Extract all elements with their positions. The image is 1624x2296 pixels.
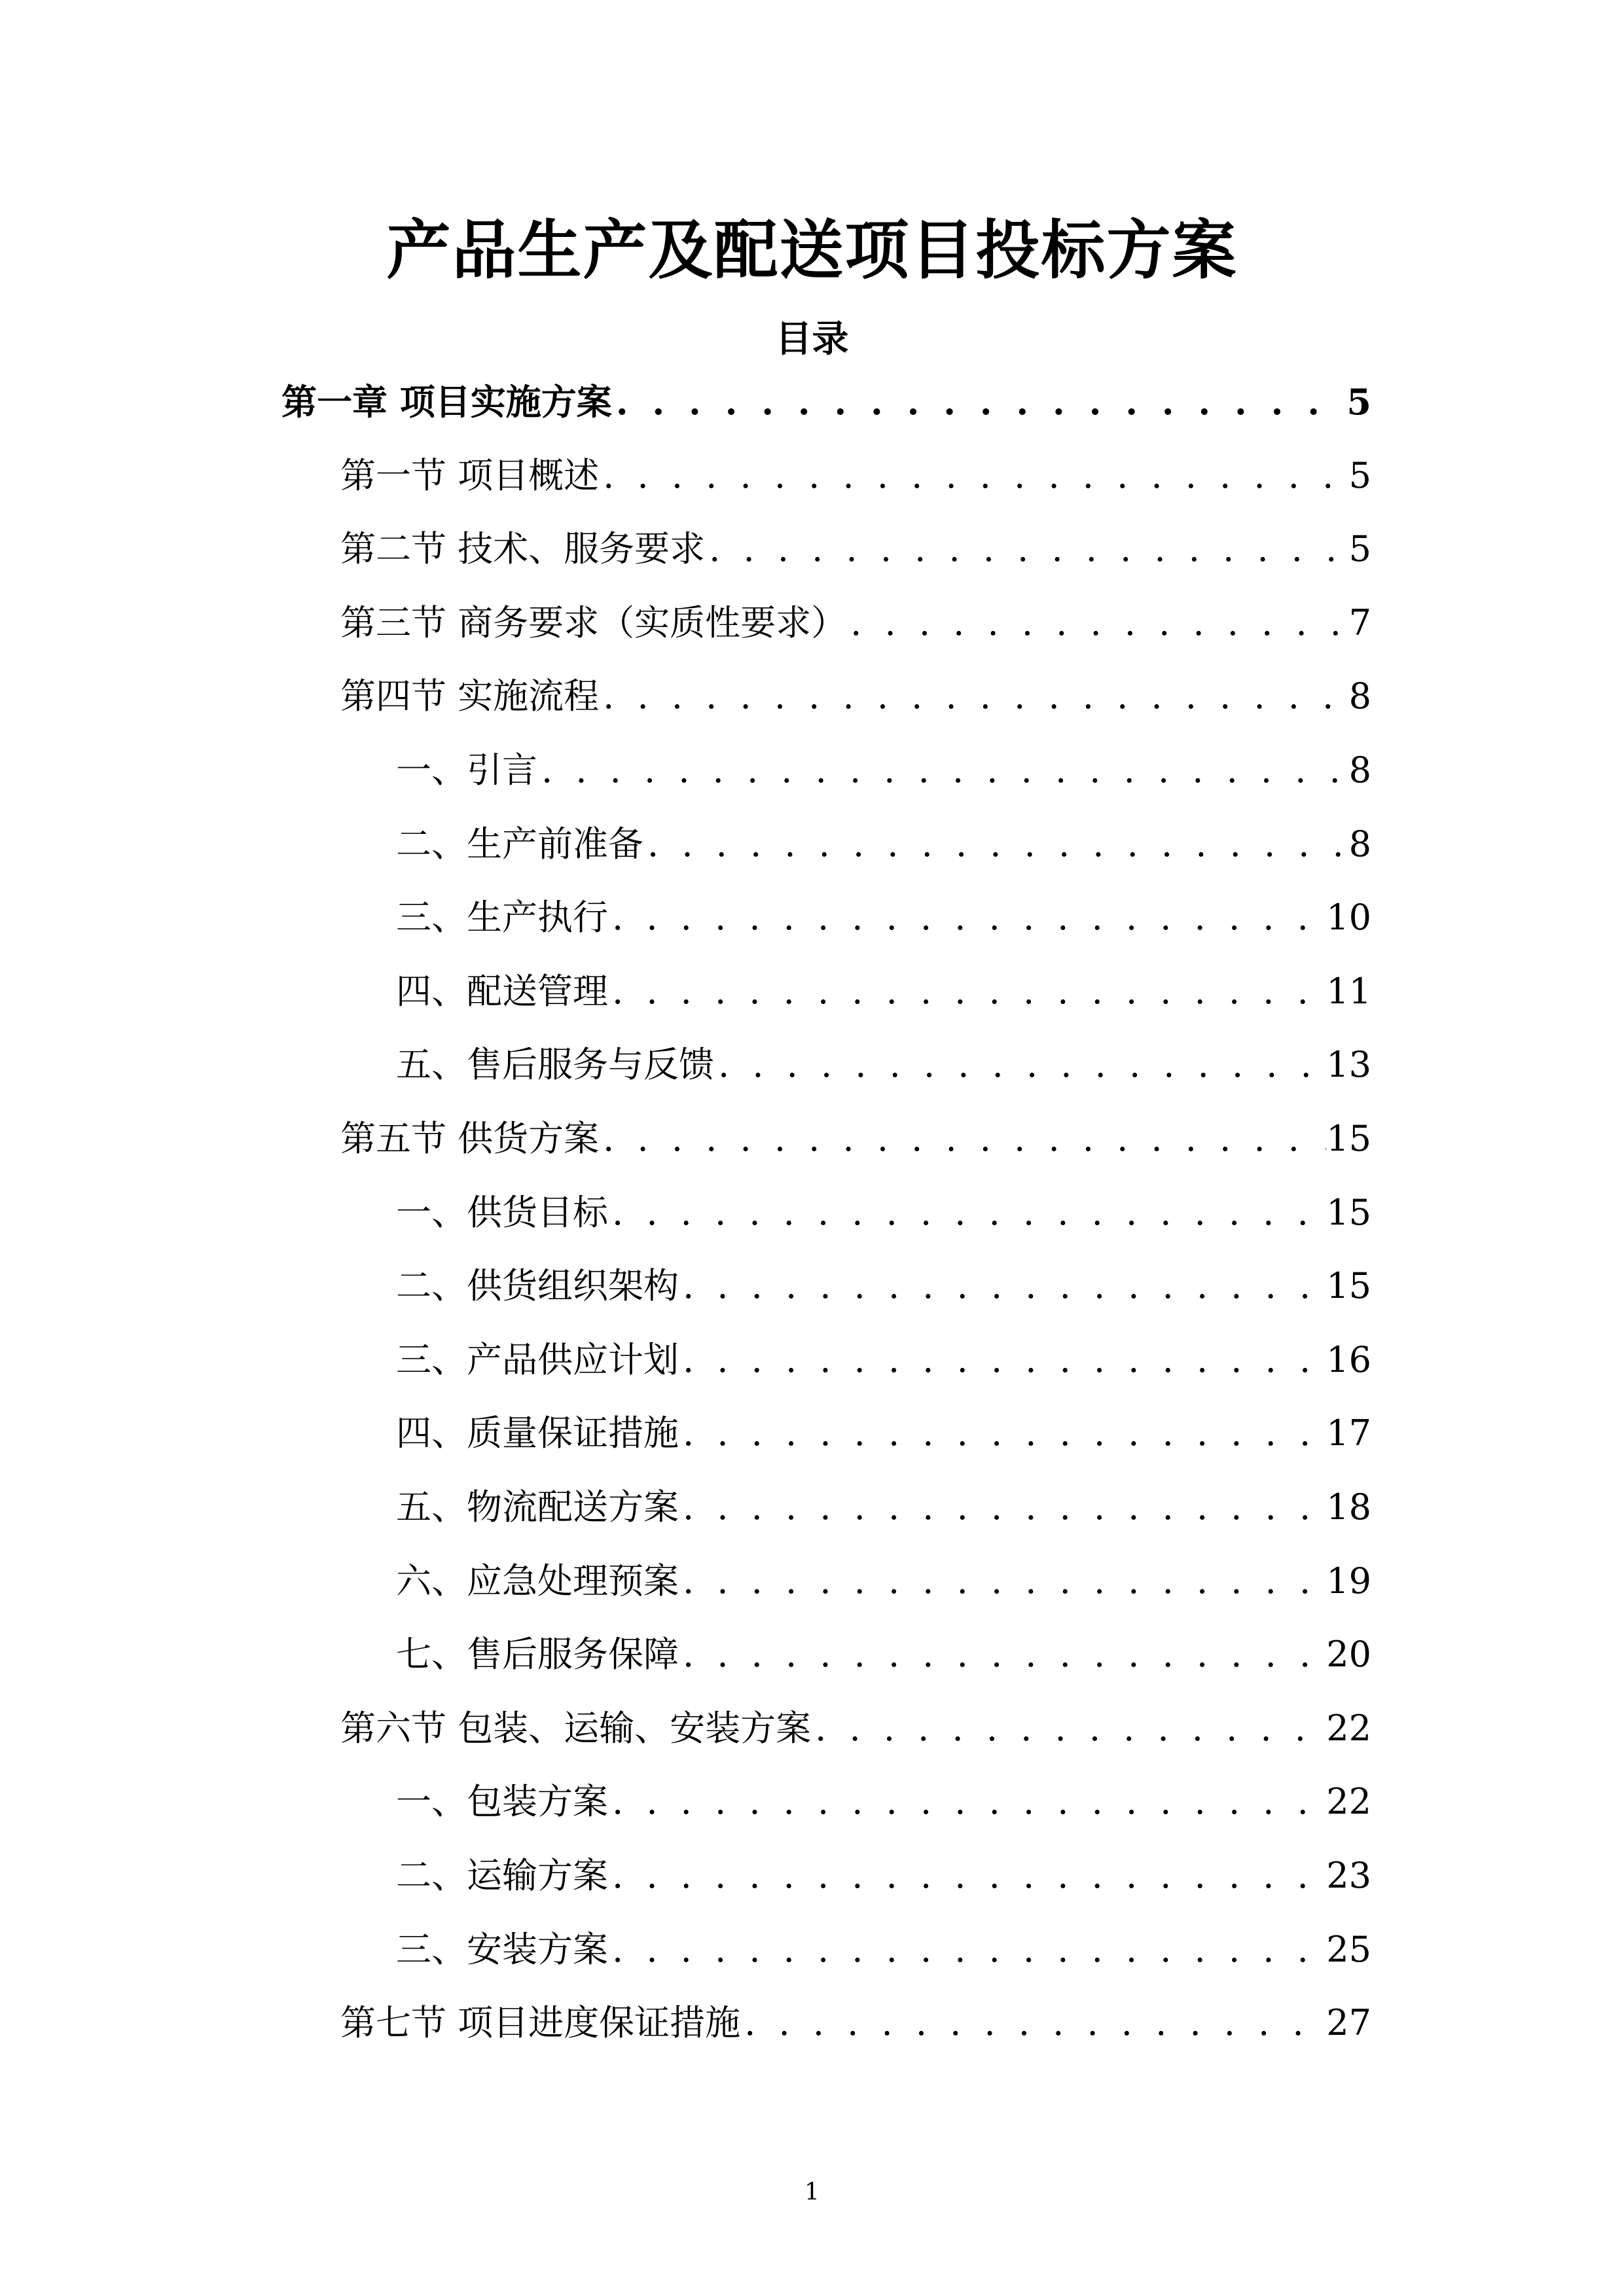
toc-leader-dots xyxy=(679,1628,1326,1681)
toc-entry-label: 第一节 项目概述 xyxy=(340,455,600,496)
toc-entry[interactable] xyxy=(396,1187,1371,1239)
toc-leader-dots xyxy=(608,891,1326,944)
toc-entry[interactable] xyxy=(396,1850,1371,1902)
toc-leader-dots xyxy=(608,1924,1326,1976)
toc-entry-label: 三、安装方案 xyxy=(396,1929,608,1970)
toc-entry-page: 16 xyxy=(1326,1339,1371,1380)
toc-leader-dots xyxy=(537,744,1349,797)
toc-entry-label: 五、物流配送方案 xyxy=(396,1486,679,1528)
toc-entry-label: 三、生产执行 xyxy=(396,897,608,938)
toc-leader-dots xyxy=(599,450,1348,502)
toc-entry-label: 二、生产前准备 xyxy=(396,823,643,865)
toc-entry-page: 18 xyxy=(1326,1486,1371,1528)
toc-entry-page: 7 xyxy=(1348,602,1371,643)
toc-leader-dots xyxy=(608,1850,1326,1902)
toc-entry-page: 13 xyxy=(1326,1044,1371,1085)
toc-entry-page: 15 xyxy=(1326,1265,1371,1306)
toc-leader-dots xyxy=(679,1555,1326,1607)
toc-leader-dots xyxy=(608,965,1326,1018)
toc-entry[interactable] xyxy=(396,1334,1371,1386)
toc-leader-dots xyxy=(612,376,1347,428)
toc-entry-page: 15 xyxy=(1326,1118,1371,1159)
toc-entry-page: 17 xyxy=(1326,1412,1371,1454)
toc-entry[interactable] xyxy=(340,597,1371,649)
toc-entry-label: 第一章 项目实施方案 xyxy=(281,381,612,423)
toc-entry-page: 5 xyxy=(1346,381,1371,423)
toc-entry[interactable] xyxy=(396,744,1371,797)
toc-entry-label: 一、包装方案 xyxy=(396,1781,608,1822)
toc-entry-label: 四、质量保证措施 xyxy=(396,1412,679,1454)
toc-leader-dots xyxy=(599,1113,1326,1165)
toc-entry[interactable] xyxy=(340,670,1371,723)
toc-leader-dots xyxy=(608,1187,1326,1239)
toc-entry-page: 15 xyxy=(1326,1192,1371,1233)
toc-leader-dots xyxy=(643,818,1349,870)
toc-entry-label: 第七节 项目进度保证措施 xyxy=(340,2002,741,2043)
document-title: 产品生产及配送项目投标方案 xyxy=(386,213,1238,288)
toc-leader-dots xyxy=(679,1334,1326,1386)
page-number: 1 xyxy=(804,2179,820,2206)
toc-leader-dots xyxy=(705,523,1348,575)
toc-entry-page: 5 xyxy=(1348,528,1371,569)
toc-entry[interactable] xyxy=(396,1776,1371,1828)
toc-leader-dots xyxy=(740,1997,1326,2049)
toc-entry-page: 8 xyxy=(1348,823,1371,865)
toc-entry-label: 七、售后服务保障 xyxy=(396,1634,679,1675)
toc-entry[interactable] xyxy=(396,1407,1371,1460)
toc-entry-label: 第五节 供货方案 xyxy=(340,1118,600,1159)
toc-entry-label: 五、售后服务与反馈 xyxy=(396,1044,714,1085)
toc-entry-label: 第四节 实施流程 xyxy=(340,675,600,717)
toc-entry-label: 二、运输方案 xyxy=(396,1855,608,1896)
toc-entry-label: 第二节 技术、服务要求 xyxy=(340,528,706,569)
toc-leader-dots xyxy=(599,670,1348,723)
toc-entry-page: 22 xyxy=(1326,1708,1371,1749)
toc-leader-dots xyxy=(608,1776,1326,1828)
toc-entry[interactable] xyxy=(340,523,1371,575)
toc-entry[interactable] xyxy=(396,1924,1371,1976)
toc-leader-dots xyxy=(679,1407,1326,1460)
toc-entry[interactable] xyxy=(396,1039,1371,1091)
toc-entry-page: 19 xyxy=(1326,1560,1371,1602)
toc-leader-dots xyxy=(679,1481,1326,1534)
toc-entry[interactable] xyxy=(396,891,1371,944)
toc-entry[interactable] xyxy=(396,1555,1371,1607)
toc-entry-page: 8 xyxy=(1348,749,1371,791)
toc-entry[interactable] xyxy=(340,1997,1371,2049)
toc-entry[interactable] xyxy=(340,1702,1371,1755)
toc-entry-page: 5 xyxy=(1348,455,1371,496)
toc-entry-page: 11 xyxy=(1326,971,1371,1012)
toc-entry-label: 一、供货目标 xyxy=(396,1192,608,1233)
toc-entry[interactable] xyxy=(396,818,1371,870)
toc-entry-label: 一、引言 xyxy=(396,749,537,791)
toc-entry-page: 8 xyxy=(1348,675,1371,717)
toc-entry[interactable] xyxy=(340,1113,1371,1165)
toc-entry-page: 27 xyxy=(1326,2002,1371,2043)
toc-entry-page: 20 xyxy=(1326,1634,1371,1675)
toc-entry-page: 22 xyxy=(1326,1781,1371,1822)
toc-entry[interactable] xyxy=(396,1628,1371,1681)
toc-entry-label: 三、产品供应计划 xyxy=(396,1339,679,1380)
toc-entry-label: 第三节 商务要求（实质性要求） xyxy=(340,602,847,643)
toc-entry-page: 25 xyxy=(1326,1929,1371,1970)
toc-leader-dots xyxy=(811,1702,1326,1755)
toc-entry-label: 第六节 包装、运输、安装方案 xyxy=(340,1708,812,1749)
toc-leader-dots xyxy=(679,1260,1326,1312)
toc-entry[interactable] xyxy=(340,450,1371,502)
toc-entry-label: 六、应急处理预案 xyxy=(396,1560,679,1602)
toc-entry[interactable] xyxy=(281,376,1371,428)
toc-leader-dots xyxy=(714,1039,1326,1091)
toc-entry[interactable] xyxy=(396,965,1371,1018)
toc-entry[interactable] xyxy=(396,1260,1371,1312)
toc-entry-page: 23 xyxy=(1326,1855,1371,1896)
toc-entry[interactable] xyxy=(396,1481,1371,1534)
toc-entry-label: 四、配送管理 xyxy=(396,971,608,1012)
toc-heading: 目录 xyxy=(775,317,849,361)
toc-entry-page: 10 xyxy=(1326,897,1371,938)
toc-leader-dots xyxy=(846,597,1348,649)
toc-entry-label: 二、供货组织架构 xyxy=(396,1265,679,1306)
